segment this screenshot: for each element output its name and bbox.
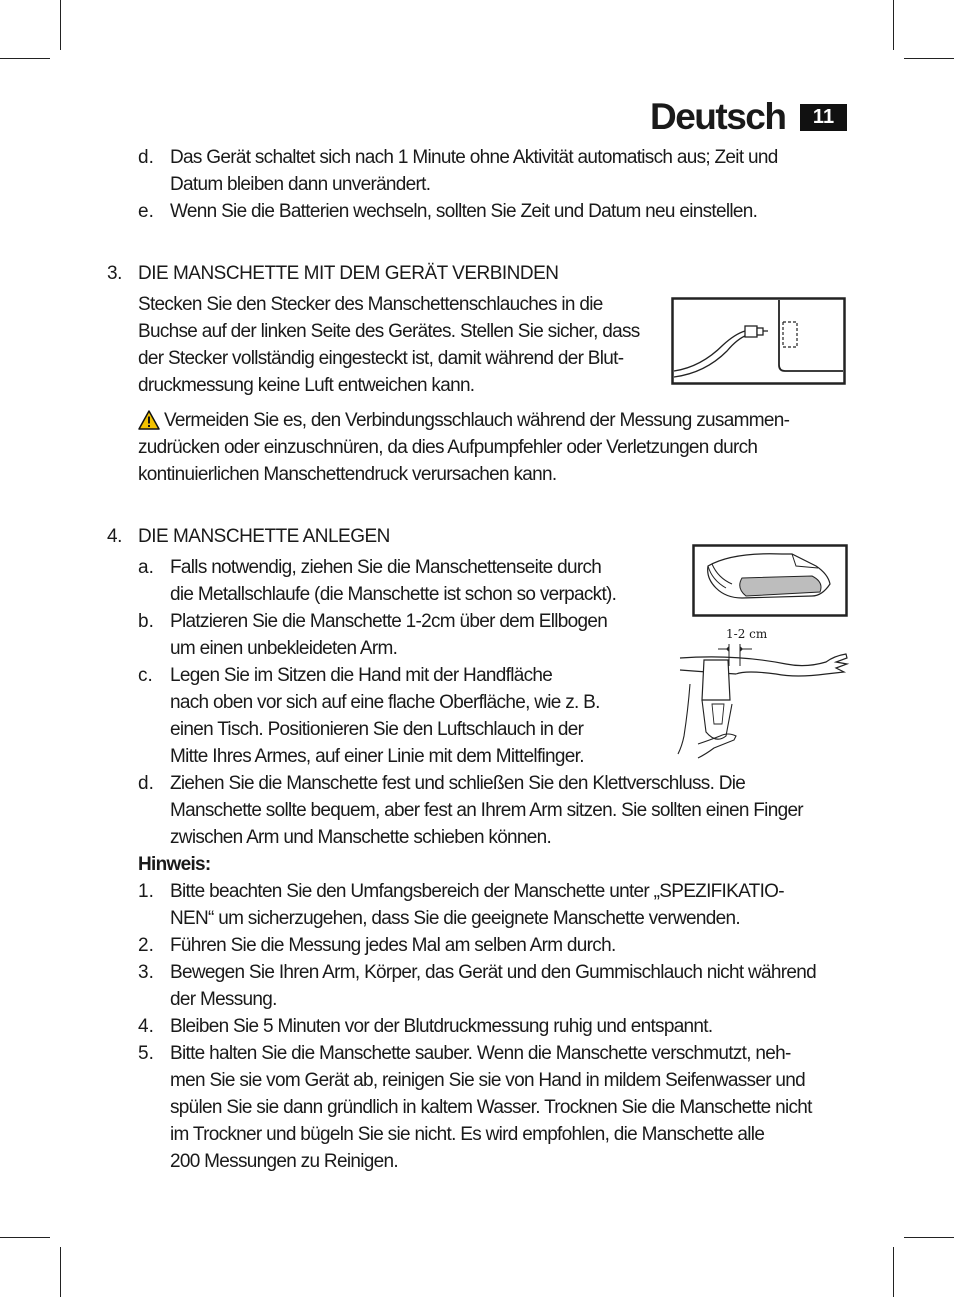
list-marker: d.	[138, 773, 154, 794]
list-item-line: nach oben vor sich auf eine flache Oberfläche, wie z. B.	[170, 692, 600, 713]
note-marker: 3.	[138, 962, 154, 983]
warning-icon	[138, 410, 160, 430]
crop-mark	[60, 0, 61, 50]
warning-line: zudrücken oder einzuschnüren, da dies Aufpumpfehler oder Verletzungen durch	[138, 437, 758, 458]
distance-label: 1-2 cm	[726, 627, 768, 641]
list-item-line: Falls notwendig, ziehen Sie die Manschettenseite durch	[170, 557, 602, 578]
paragraph-line: der Stecker vollständig eingesteckt ist, damit während der Blut-	[138, 348, 624, 369]
list-marker: c.	[138, 665, 153, 686]
note-marker: 1.	[138, 881, 154, 902]
note-line: Bitte beachten Sie den Umfangsbereich der Manschette unter „SPEZIFIKATIO-	[170, 881, 784, 902]
crop-mark	[904, 58, 954, 59]
crop-mark	[0, 58, 50, 59]
arm-placement-figure	[676, 640, 850, 762]
note-line: Bleiben Sie 5 Minuten vor der Blutdruckmessung ruhig und entspannt.	[170, 1016, 713, 1037]
list-marker: e.	[138, 201, 154, 222]
list-item-line: Mitte Ihres Armes, auf einer Linie mit dem Mittelfinger.	[170, 746, 584, 767]
note-line: men Sie sie vom Gerät ab, reinigen Sie sie von Hand in mildem Seifenwasser und	[170, 1070, 806, 1091]
note-line: der Messung.	[170, 989, 277, 1010]
list-item-line: Manschette sollte bequem, aber fest an Ihrem Arm sitzen. Sie sollten einen Finger	[170, 800, 803, 821]
list-item-line: die Metallschlaufe (die Manschette ist schon so verpackt).	[170, 584, 617, 605]
warning-line: Vermeiden Sie es, den Verbindungsschlauch während der Messung zusammen-	[164, 410, 790, 431]
note-title: Hinweis:	[138, 854, 211, 875]
note-marker: 4.	[138, 1016, 154, 1037]
list-marker: b.	[138, 611, 154, 632]
crop-mark	[904, 1237, 954, 1238]
paragraph-line: Buchse auf der linken Seite des Gerätes. Stellen Sie sicher, dass	[138, 321, 640, 342]
crop-mark	[893, 1247, 894, 1297]
list-item-line: Ziehen Sie die Manschette fest und schließen Sie den Klettverschluss. Die	[170, 773, 746, 794]
list-marker: a.	[138, 557, 154, 578]
list-item-line: Wenn Sie die Batterien wechseln, sollten Sie Zeit und Datum neu einstellen.	[170, 201, 758, 222]
note-line: 200 Messungen zu Reinigen.	[170, 1151, 398, 1172]
note-line: spülen Sie sie dann gründlich in kaltem Wasser. Trocknen Sie die Manschette nicht	[170, 1097, 812, 1118]
note-line: Bewegen Sie Ihren Arm, Körper, das Gerät und den Gummischlauch nicht während	[170, 962, 816, 983]
list-item-line: Legen Sie im Sitzen die Hand mit der Handfläche	[170, 665, 553, 686]
cuff-figure	[692, 544, 848, 617]
paragraph-line: druckmessung keine Luft entweichen kann.	[138, 375, 475, 396]
section-number: 3.	[107, 263, 122, 284]
list-marker: d.	[138, 147, 154, 168]
section-title: DIE MANSCHETTE ANLEGEN	[138, 526, 390, 547]
page-title: Deutsch	[650, 96, 786, 137]
list-item-line: einen Tisch. Positionieren Sie den Luftschlauch in der	[170, 719, 584, 740]
note-line: NEN“ um sicherzugehen, dass Sie die geeignete Manschette verwenden.	[170, 908, 740, 929]
paragraph-line: Stecken Sie den Stecker des Manschettenschlauches in die	[138, 294, 603, 315]
note-marker: 2.	[138, 935, 154, 956]
crop-mark	[0, 1237, 50, 1238]
list-item-line: um einen unbekleideten Arm.	[170, 638, 398, 659]
note-marker: 5.	[138, 1043, 154, 1064]
section-number: 4.	[107, 526, 122, 547]
crop-mark	[60, 1247, 61, 1297]
page-number: 11	[800, 104, 847, 131]
list-item-line: Das Gerät schaltet sich nach 1 Minute ohne Aktivität automatisch aus; Zeit und	[170, 147, 778, 168]
crop-mark	[893, 0, 894, 50]
plug-connection-figure	[671, 297, 846, 385]
list-item-line: Datum bleiben dann unverändert.	[170, 174, 431, 195]
note-line: im Trockner und bügeln Sie sie nicht. Es wird empfohlen, die Manschette alle	[170, 1124, 765, 1145]
note-line: Führen Sie die Messung jedes Mal am selben Arm durch.	[170, 935, 616, 956]
section-title: DIE MANSCHETTE MIT DEM GERÄT VERBINDEN	[138, 263, 559, 284]
list-item-line: zwischen Arm und Manschette schieben können.	[170, 827, 552, 848]
note-line: Bitte halten Sie die Manschette sauber. Wenn die Manschette verschmutzt, neh-	[170, 1043, 791, 1064]
list-item-line: Platzieren Sie die Manschette 1-2cm über dem Ellbogen	[170, 611, 608, 632]
warning-line: kontinuierlichen Manschettendruck verursachen kann.	[138, 464, 557, 485]
